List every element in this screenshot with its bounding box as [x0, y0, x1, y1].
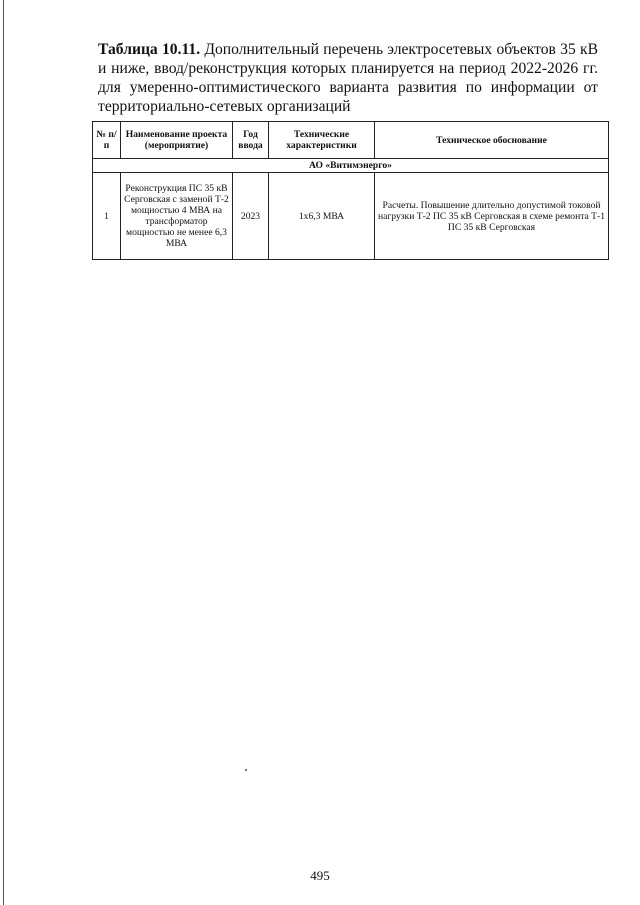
- row-project-name: Реконструкция ПС 35 кВ Серговская с заменой Т-2 мощностью 4 МВА на трансформатор мощностью не менее 6,3 МВА: [121, 173, 233, 260]
- table-header-row: [93, 122, 609, 159]
- row-year: 2023: [233, 173, 269, 260]
- header-num: № п/п: [93, 122, 121, 159]
- scan-edge-line: [3, 0, 4, 905]
- scan-speck: [245, 769, 247, 771]
- page-number: 495: [310, 868, 330, 883]
- header-project-name: Наименование проекта (мероприятие): [121, 122, 233, 159]
- projects-table: [92, 121, 609, 260]
- header-justification: Техническое обоснование: [375, 122, 609, 159]
- table-caption-text: Дополнительный перечень электросетевых объектов 35 кВ и ниже, ввод/реконструкция которых планируется на период 2022-2026 гг. для умеренно-оптимистического варианта развития по информации от территориально-сетевых организаций: [98, 41, 598, 115]
- table-row: [93, 173, 609, 260]
- row-num: 1: [93, 173, 121, 260]
- table-caption-label: Таблица 10.11.: [98, 41, 201, 58]
- row-specs: 1х6,3 МВА: [269, 173, 375, 260]
- organization-name: АО «Витимэнерго»: [93, 159, 609, 173]
- organization-row: [93, 159, 609, 173]
- table-caption: [98, 40, 598, 116]
- header-specs: Технические характеристики: [269, 122, 375, 159]
- row-justification: Расчеты. Повышение длительно допустимой токовой нагрузки Т-2 ПС 35 кВ Серговская в схеме ремонта Т-1 ПС 35 кВ Серговская: [375, 173, 609, 260]
- header-year: Год ввода: [233, 122, 269, 159]
